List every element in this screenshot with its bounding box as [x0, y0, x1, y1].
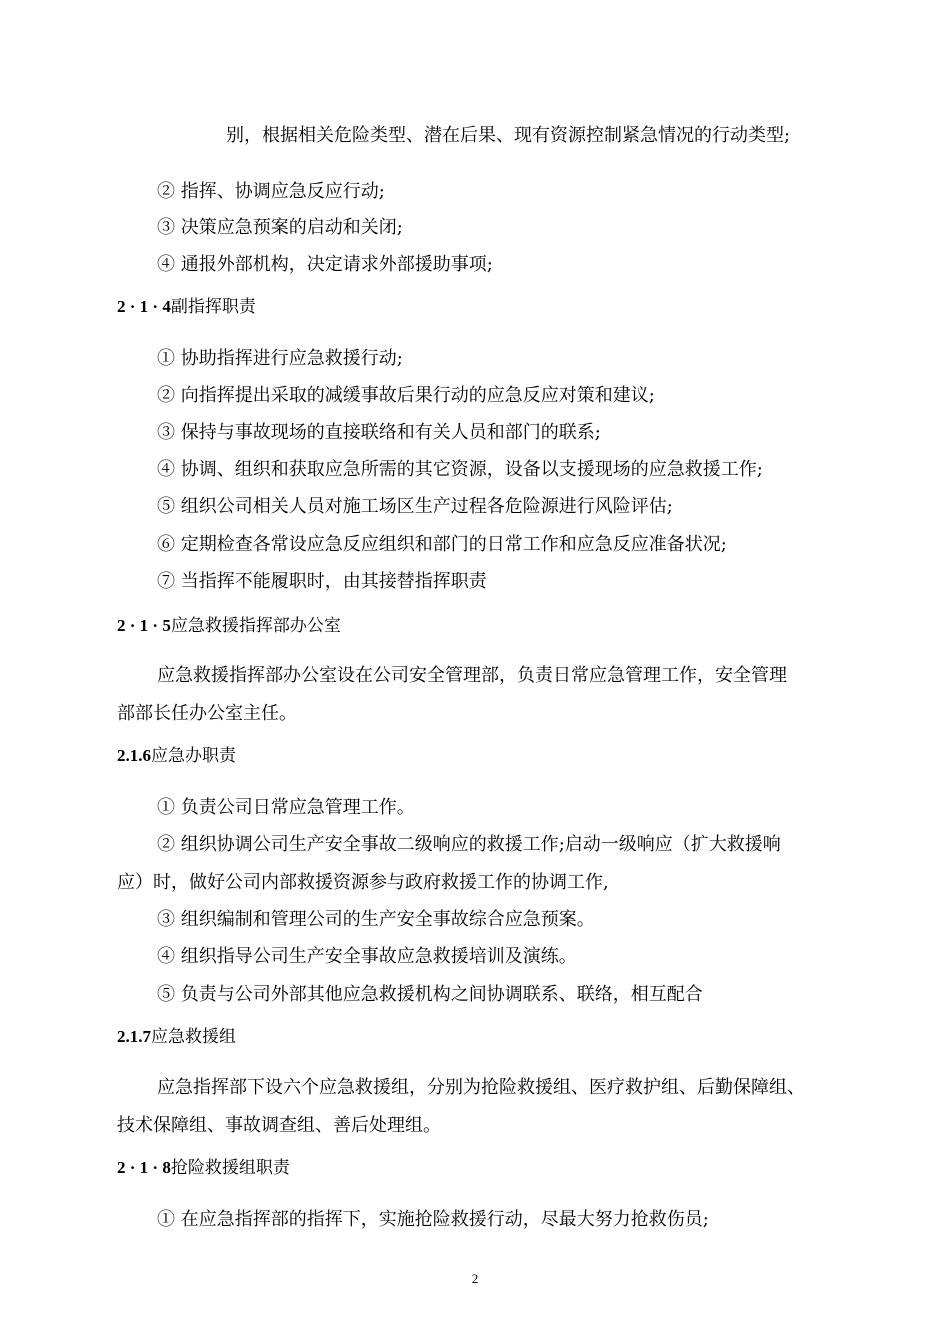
list-item: ② 向指挥提出采取的减缓事故后果行动的应急反应对策和建议; — [157, 385, 655, 406]
paragraph-line: 技术保障组、事故调查组、善后处理组。 — [117, 1115, 441, 1136]
section-heading — [117, 1157, 290, 1179]
section-number: 2 · 1 · 8 — [117, 1158, 171, 1177]
paragraph-line: 应急救援指挥部办公室设在公司安全管理部，负责日常应急管理工作，安全管理 — [157, 665, 787, 686]
list-item: ③ 保持与事故现场的直接联络和有关人员和部门的联系; — [157, 422, 601, 443]
section-heading — [117, 1026, 236, 1048]
section-heading — [117, 296, 256, 318]
list-item: ④ 协调、组织和获取应急所需的其它资源，设备以支援现场的应急救援工作; — [157, 459, 763, 480]
list-item: ⑤ 组织公司相关人员对施工场区生产过程各危险源进行风险评估; — [157, 496, 673, 517]
paragraph-line: 别，根据相关危险类型、潜在后果、现有资源控制紧急情况的行动类型; — [226, 125, 791, 146]
list-item: ③ 组织编制和管理公司的生产安全事故综合应急预案。 — [157, 909, 595, 930]
list-item: ⑦ 当指挥不能履职时，由其接替指挥职责 — [157, 571, 487, 592]
section-number: 2 · 1 · 4 — [117, 297, 171, 316]
list-item: ⑥ 定期检查各常设应急反应组织和部门的日常工作和应急反应准备状况; — [157, 534, 727, 555]
paragraph-line: 应急指挥部下设六个应急救援组，分别为抢险救援组、医疗救护组、后勤保障组、 — [157, 1077, 805, 1098]
list-item: ③ 决策应急预案的启动和关闭; — [157, 217, 403, 238]
section-title: 副指挥职责 — [170, 297, 256, 317]
page-number: 2 — [471, 1271, 479, 1286]
section-title: 应急办职责 — [151, 746, 236, 766]
list-item: ① 负责公司日常应急管理工作。 — [157, 797, 415, 818]
paragraph-line: 部部长任办公室主任。 — [117, 703, 297, 724]
list-item: ⑤ 负责与公司外部其他应急救援机构之间协调联系、联络，相互配合 — [157, 984, 703, 1005]
section-number: 2 · 1 · 5 — [117, 616, 171, 635]
section-title: 抢险救援组职责 — [170, 1158, 290, 1178]
list-item: ② 组织协调公司生产安全事故二级响应的救援工作;启动一级响应（扩大救援响 — [157, 834, 781, 855]
section-heading — [117, 745, 236, 767]
list-item: ④ 组织指导公司生产安全事故应急救援培训及演练。 — [157, 946, 577, 967]
list-item: ② 指挥、协调应急反应行动; — [157, 181, 385, 202]
list-item: ① 在应急指挥部的指挥下，实施抢险救援行动，尽最大努力抢救伤员; — [157, 1209, 709, 1230]
section-number: 2.1.6 — [117, 746, 151, 765]
list-item: ④ 通报外部机构，决定请求外部援助事项; — [157, 254, 493, 275]
section-title: 应急救援组 — [151, 1027, 236, 1047]
section-heading — [117, 615, 341, 637]
list-item: ① 协助指挥进行应急救援行动; — [157, 348, 403, 369]
section-title: 应急救援指挥部办公室 — [170, 616, 341, 636]
list-item-continuation: 应）时，做好公司内部救援资源参与政府救援工作的协调工作, — [117, 872, 609, 893]
section-number: 2.1.7 — [117, 1027, 151, 1046]
